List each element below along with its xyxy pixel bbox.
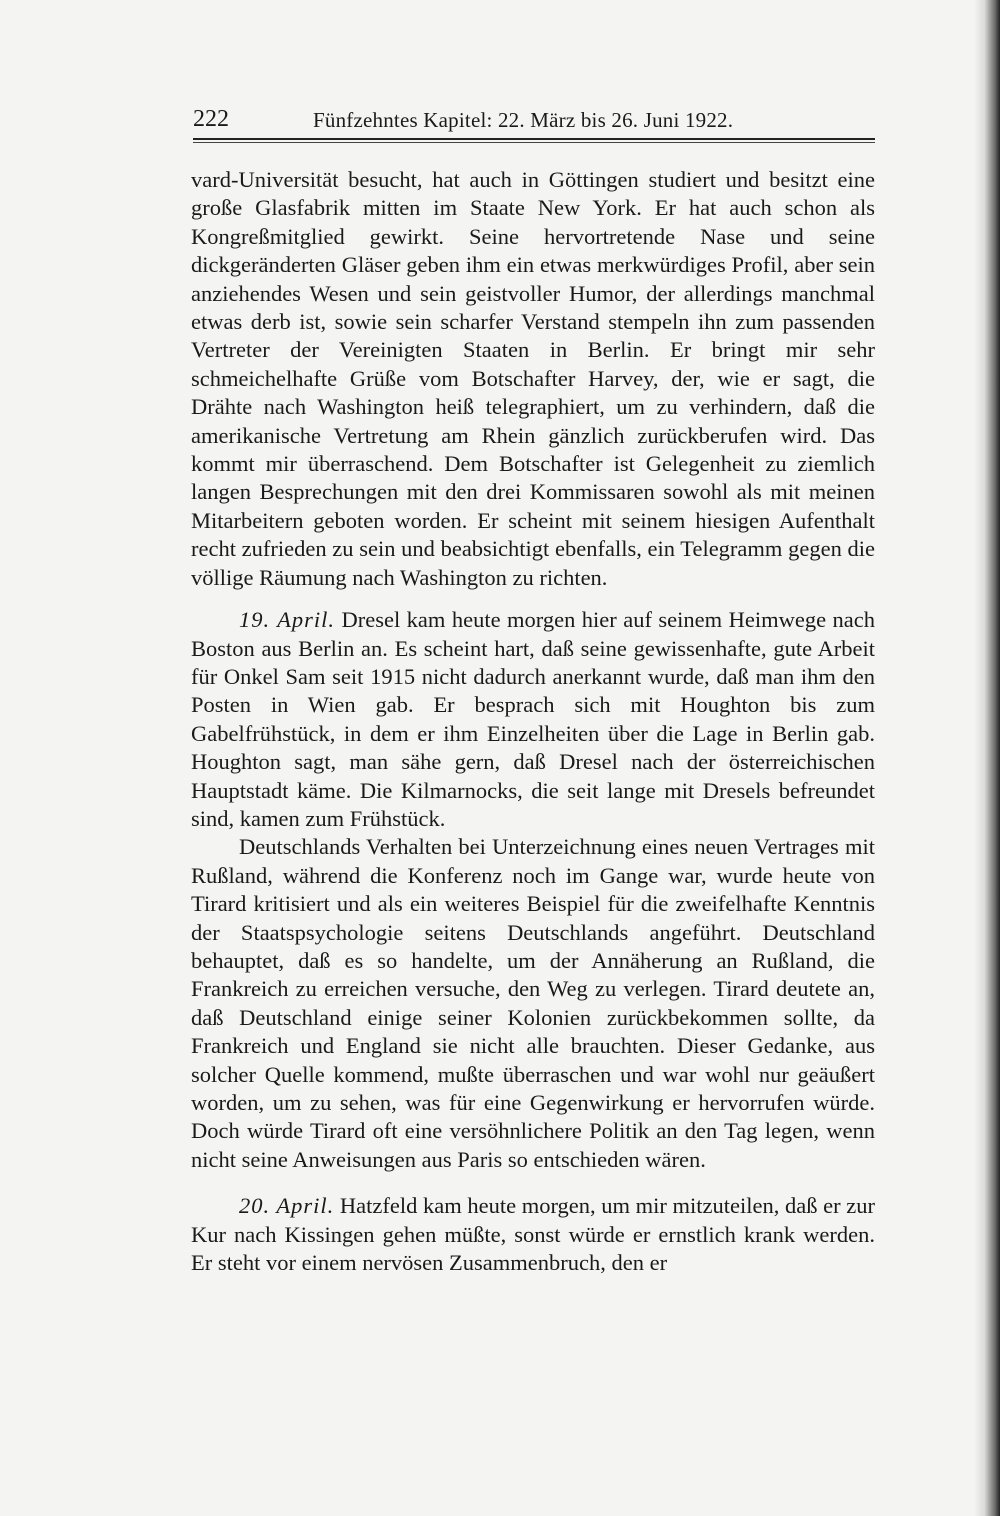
- paragraph-continuation: [191, 166, 875, 592]
- page-number: 222: [193, 106, 229, 132]
- diary-entry-19-april: [191, 606, 875, 833]
- running-title: Fünfzehntes Kapitel: 22. März bis 26. Juni 1922.: [313, 108, 734, 132]
- paragraph-text: Deutschlands Verhalten bei Unterzeichnung eines neuen Vertrages mit Rußland, während die Konferenz noch im Gange war, wurde heute von Tirard kritisiert und als ein weiteres Beispiel für die zweifelhafte Kenntnis der Staatspsychologie seitens Deutschlands angeführt. Deutschland behauptet, daß es so handelte, um der Annäherung an Rußland, die Frankreich zu erreichen versuche, den Weg zu verlegen. Tirard deutete an, daß Deutschland einige seiner Kolonien zurückbekommen sollte, da Frankreich und England sie nicht alle brauchten. Dieser Gedanke, aus solcher Quelle kommend, mußte überraschen und war wohl nur geäußert worden, um zu sehen, was für eine Gegenwirkung er hervorrufen würde. Doch würde Tirard oft eine versöhnlichere Politik an den Tag legen, wenn nicht seine Anweisungen aus Paris so entschieden wären.: [191, 834, 875, 1172]
- paragraph-text: vard-Universität besucht, hat auch in Göttingen studiert und besitzt eine große Glasfabrik mitten im Staate New York. Er hat auch schon als Kongreßmitglied gewirkt. Seine hervortretende Nase und seine dickgeränderten Gläser geben ihm ein etwas merkwürdiges Profil, aber sein anziehendes Wesen und sein geistvoller Humor, der allerdings manchmal etwas derb ist, sowie sein scharfer Verstand stempeln ihn zum passenden Vertreter der Vereinigten Staaten in Berlin. Er bringt mir sehr schmeichelhafte Grüße vom Botschafter Harvey, der, wie er sagt, die Drähte nach Washington heiß telegraphiert, um zu verhindern, daß die amerikanische Vertretung am Rhein gänzlich zurückberufen wird. Das kommt mir überraschend. Dem Botschafter ist Gelegenheit zu ziemlich langen Besprechungen mit den drei Kommissaren sowohl als mit meinen Mitarbeitern geboten worden. Er scheint mit seinem hiesigen Aufenthalt recht zufrieden zu sein und beabsichtigt ebenfalls, ein Telegramm gegen die völlige Räumung nach Washington zu richten.: [191, 167, 875, 590]
- paragraph: [191, 833, 875, 1174]
- entry-date: 19. April.: [239, 607, 336, 633]
- header-rule-thin: [193, 142, 875, 143]
- entry-date: 20. April.: [239, 1193, 335, 1219]
- page-edge-shadow: [974, 0, 1000, 1516]
- paragraph-text: Hatzfeld kam heute morgen, um mir mitzuteilen, daß er zur Kur nach Kissingen gehen müßte, sonst würde er ernstlich krank werden. Er steht vor einem nervösen Zusammenbruch, den er: [191, 1193, 875, 1276]
- body-text: [191, 166, 875, 1277]
- diary-entry-20-april: [191, 1192, 875, 1277]
- paragraph-text: Dresel kam heute morgen hier auf seinem Heimwege nach Boston aus Berlin an. Es scheint hart, daß seine gewissenhafte, gute Arbeit für Onkel Sam seit 1915 nicht dadurch anerkannt wurde, daß man ihm den Posten in Wien gab. Er besprach sich mit Houghton bis zum Gabelfrühstück, in dem er ihm Einzelheiten über die Lage in Berlin gab. Houghton sagt, man sähe gern, daß Dresel nach der österreichischen Hauptstadt käme. Die Kilmarnocks, die seit lange mit Dresels befreundet sind, kamen zum Frühstück.: [191, 607, 875, 831]
- header-rule: [193, 138, 875, 140]
- page-header: [193, 104, 875, 140]
